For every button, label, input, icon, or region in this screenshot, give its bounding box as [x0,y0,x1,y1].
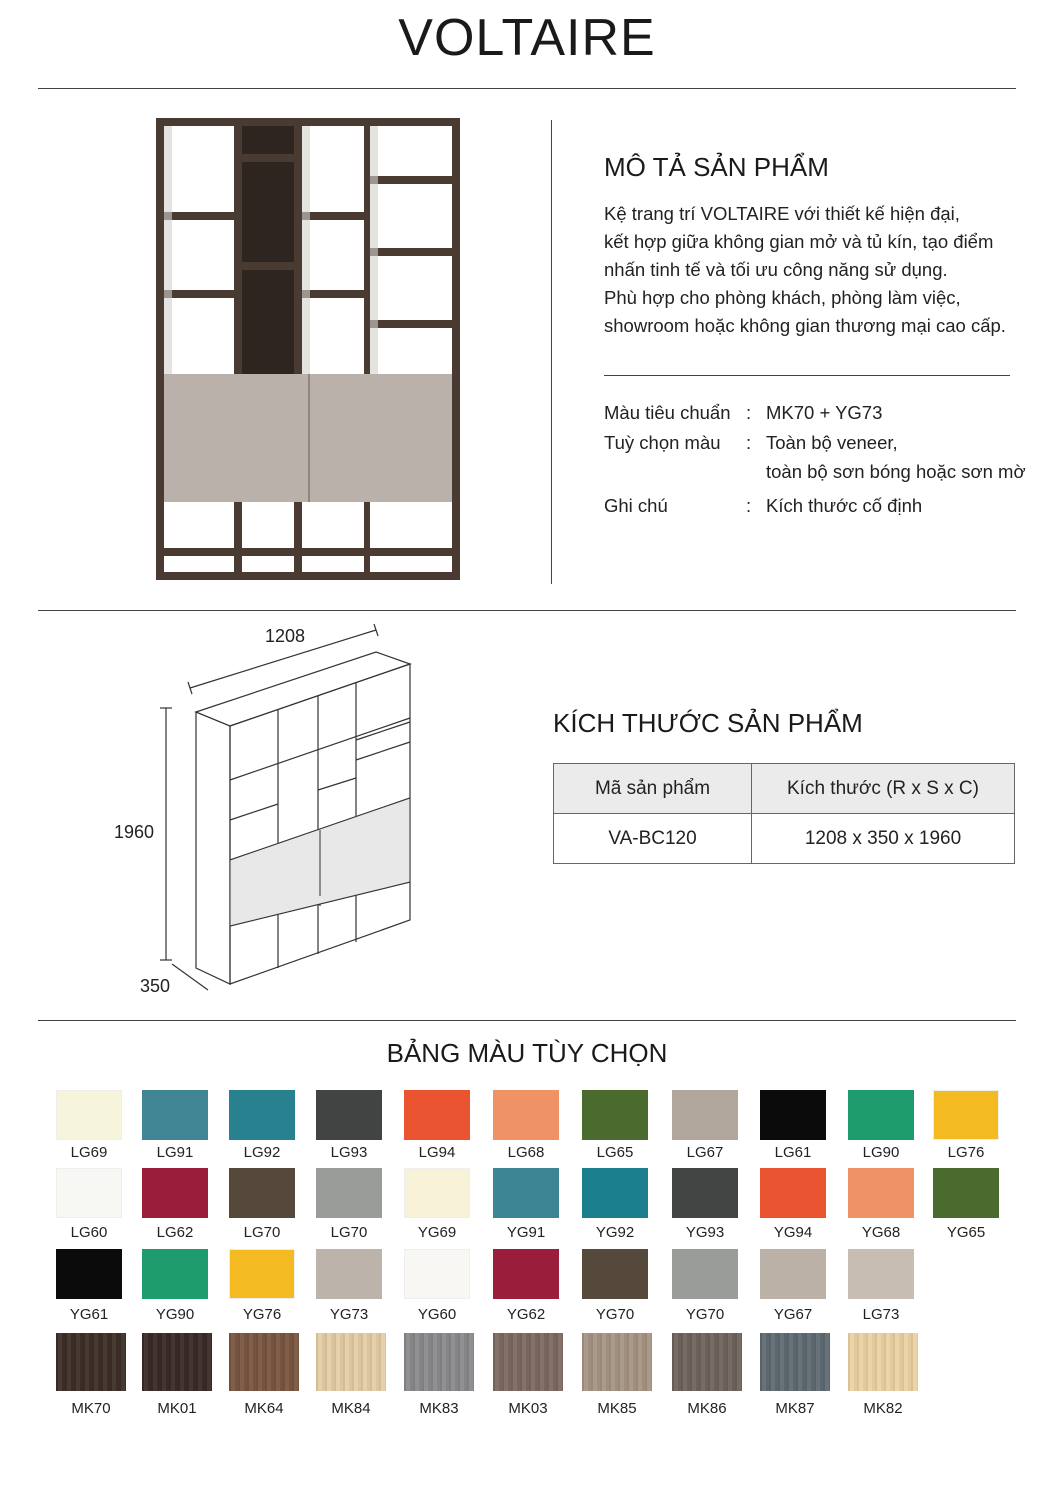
description-heading: MÔ TẢ SẢN PHẨM [604,152,829,182]
color-code-label: LG91 [156,1144,194,1161]
color-code-label: LG69 [70,1144,108,1161]
color-swatch-yg73 [316,1249,382,1299]
spec-value-color-option-cont: toàn bộ sơn bóng hoặc sơn mờ [766,461,1026,482]
color-swatch-lg60 [56,1168,122,1218]
color-code-label: MK64 [244,1400,284,1417]
color-swatch-lg92 [229,1090,295,1140]
color-swatch-yg90 [142,1249,208,1299]
color-swatch-mk70 [56,1333,126,1391]
description-line: Phù hợp cho phòng khách, phòng làm việc, [604,287,961,308]
divider-vertical [551,120,552,584]
color-swatch-mk82 [848,1333,918,1391]
description-line: Kệ trang trí VOLTAIRE với thiết kế hiện đại, [604,203,960,224]
color-swatch-yg91 [493,1168,559,1218]
color-swatch-lg94 [404,1090,470,1140]
color-swatch-mk85 [582,1333,652,1391]
color-code-label: LG70 [243,1224,281,1241]
spec-separator: : [746,432,752,453]
color-code-label: LG70 [330,1224,368,1241]
color-code-label: MK83 [419,1400,459,1417]
color-code-label: YG60 [417,1306,457,1323]
description-text [604,200,1024,340]
color-swatch-lg70 [316,1168,382,1218]
color-code-label: YG68 [861,1224,901,1241]
color-code-label: MK86 [687,1400,727,1417]
dimensions-table [553,763,1015,864]
color-swatch-mk83 [404,1333,474,1391]
color-swatch-lg90 [848,1090,914,1140]
color-code-label: MK84 [331,1400,371,1417]
color-swatch-lg76 [933,1090,999,1140]
color-swatch-yg93 [672,1168,738,1218]
color-code-label: YG94 [773,1224,813,1241]
color-swatch-yg67 [760,1249,826,1299]
dimension-height-label: 1960 [114,822,155,842]
color-code-label: MK01 [157,1400,197,1417]
color-swatch-lg91 [142,1090,208,1140]
color-swatch-yg68 [848,1168,914,1218]
spec-separator: : [746,402,752,423]
color-code-label: YG65 [946,1224,986,1241]
dimension-drawing [150,620,430,1000]
color-swatch-yg62 [493,1249,559,1299]
color-swatch-lg70 [229,1168,295,1218]
color-swatch-mk86 [672,1333,742,1391]
color-code-label: YG93 [685,1224,725,1241]
color-swatch-lg62 [142,1168,208,1218]
color-swatch-yg92 [582,1168,648,1218]
spec-value-color-option: Toàn bộ veneer, [766,432,898,453]
color-code-label: LG62 [156,1224,194,1241]
table-header-size: Kích thước (R x S x C) [752,764,1015,814]
color-code-label: LG68 [507,1144,545,1161]
color-swatch-yg61 [56,1249,122,1299]
color-code-label: YG70 [685,1306,725,1323]
divider-bottom [38,1020,1016,1021]
spec-label-standard-color: Màu tiêu chuẩn [604,402,731,423]
color-code-label: LG61 [774,1144,812,1161]
dimension-width-label: 1208 [265,626,306,646]
color-code-label: LG65 [596,1144,634,1161]
color-swatch-yg70 [582,1249,648,1299]
color-code-label: LG94 [418,1144,456,1161]
color-swatch-yg69 [404,1168,470,1218]
color-code-label: LG93 [330,1144,368,1161]
color-swatch-lg61 [760,1090,826,1140]
description-line: nhấn tinh tế và tối ưu công năng sử dụng. [604,259,948,280]
color-code-label: YG92 [595,1224,635,1241]
color-swatch-lg65 [582,1090,648,1140]
dimensions-heading: KÍCH THƯỚC SẢN PHẨM [553,708,863,738]
color-code-label: MK70 [71,1400,111,1417]
spec-value-standard-color: MK70 + YG73 [766,402,883,423]
color-code-label: LG92 [243,1144,281,1161]
color-code-label: YG61 [69,1306,109,1323]
description-line: showroom hoặc không gian thương mại cao cấp. [604,315,1006,336]
product-title: VOLTAIRE [398,9,656,67]
color-code-label: YG70 [595,1306,635,1323]
color-swatch-yg70 [672,1249,738,1299]
color-swatch-mk87 [760,1333,830,1391]
spec-divider [604,375,1010,376]
color-swatch-lg68 [493,1090,559,1140]
color-swatch-yg65 [933,1168,999,1218]
divider-top [38,88,1016,89]
description-line: kết hợp giữa không gian mở và tủ kín, tạo điểm [604,231,994,252]
table-cell-size: 1208 x 350 x 1960 [752,814,1015,864]
color-code-label: YG73 [329,1306,369,1323]
color-code-label: LG67 [686,1144,724,1161]
color-code-label: YG90 [155,1306,195,1323]
color-code-label: LG60 [70,1224,108,1241]
color-code-label: YG91 [506,1224,546,1241]
dimension-depth-label: 350 [140,976,171,996]
color-swatch-lg93 [316,1090,382,1140]
divider-middle [38,610,1016,611]
color-code-label: MK85 [597,1400,637,1417]
color-code-label: LG73 [862,1306,900,1323]
spec-separator: : [746,495,752,516]
color-code-label: MK03 [508,1400,548,1417]
spec-label-note: Ghi chú [604,495,668,516]
color-swatch-yg76 [229,1249,295,1299]
spec-label-color-option: Tuỳ chọn màu [604,432,721,453]
color-code-label: LG90 [862,1144,900,1161]
color-swatch-mk03 [493,1333,563,1391]
color-swatch-yg94 [760,1168,826,1218]
color-swatch-lg73 [848,1249,914,1299]
spec-value-note: Kích thước cố định [766,495,923,516]
palette-heading: BẢNG MÀU TÙY CHỌN [386,1038,668,1068]
color-code-label: MK87 [775,1400,815,1417]
color-swatch-lg67 [672,1090,738,1140]
table-header-code: Mã sản phẩm [554,764,752,814]
color-code-label: YG69 [417,1224,457,1241]
color-code-label: YG62 [506,1306,546,1323]
color-code-label: YG67 [773,1306,813,1323]
color-code-label: LG76 [947,1144,985,1161]
product-image [156,118,460,580]
color-swatch-mk84 [316,1333,386,1391]
color-code-label: MK82 [863,1400,903,1417]
color-swatch-yg60 [404,1249,470,1299]
color-swatch-lg69 [56,1090,122,1140]
color-code-label: YG76 [242,1306,282,1323]
color-swatch-mk01 [142,1333,212,1391]
table-cell-code: VA-BC120 [554,814,752,864]
color-swatch-mk64 [229,1333,299,1391]
